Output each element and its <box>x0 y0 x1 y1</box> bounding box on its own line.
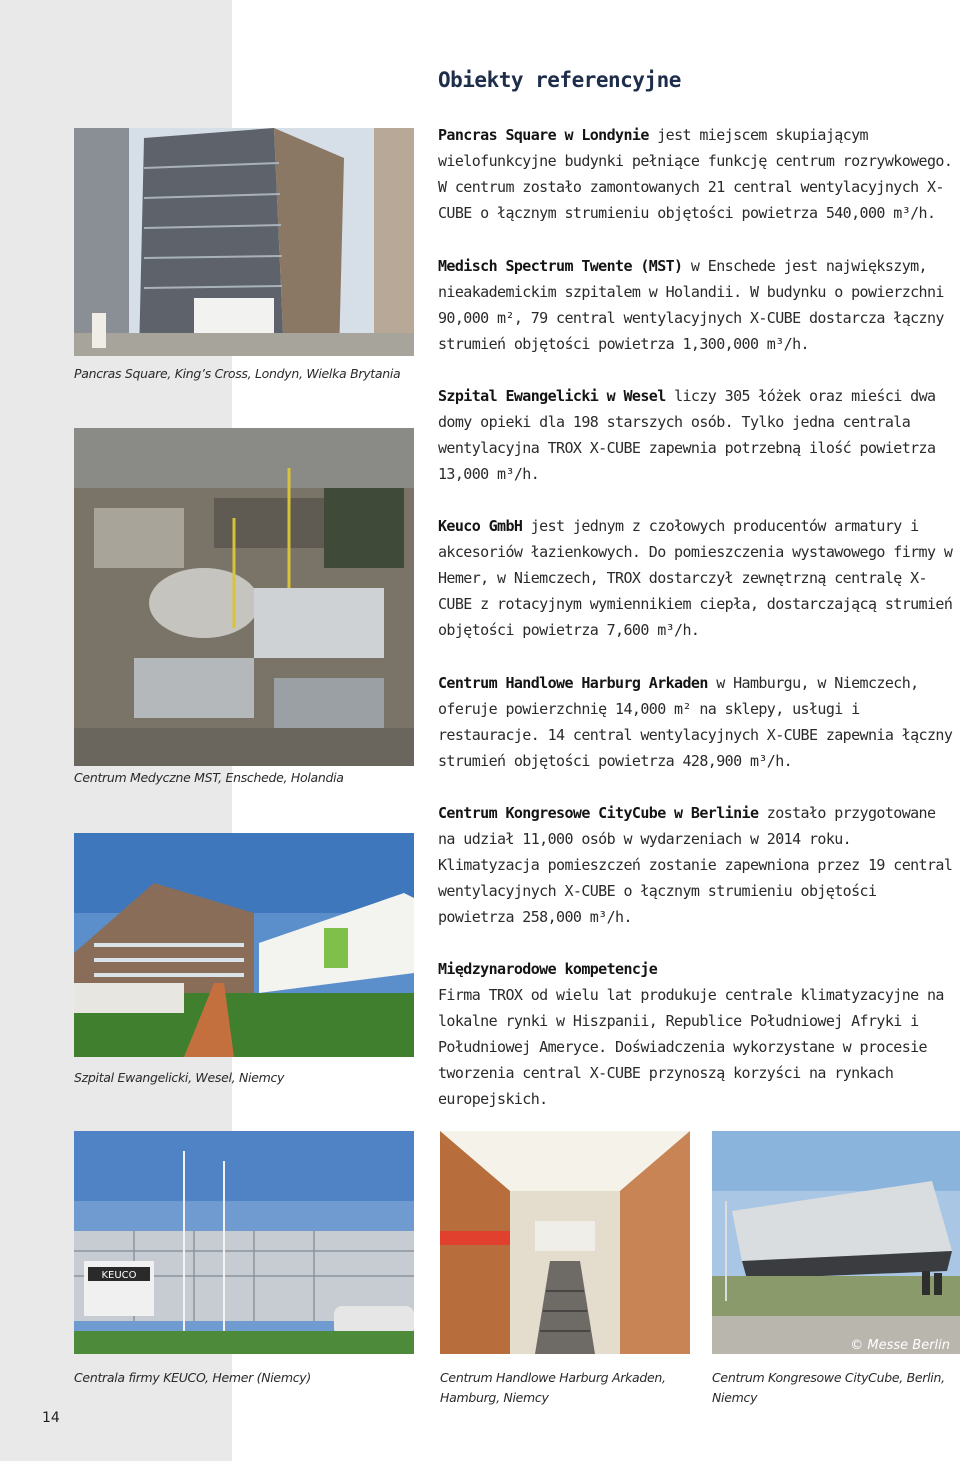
paragraph-harburg <box>438 670 958 774</box>
photo-pancras-square <box>74 128 414 356</box>
paragraph-wesel <box>438 383 958 487</box>
paragraph-text: jest jednym z czołowych producentów armatury i akcesoriów łazienkowych. Do pomieszczenia wystawowego firmy w Hemer, w Niemczech, TROX dostarczył zewnętrzną centralę X-CUBE z rotacyjnym wymiennikiem ciepła, dostarczającą strumień objętości powietrza 7,600 m³/h. <box>438 517 953 639</box>
photo-keuco <box>74 1131 414 1354</box>
paragraph-keuco <box>438 513 958 643</box>
paragraph-text: w Enschede jest największym, nieakademickim szpitalem w Holandii. W budynku o powierzchni 90,000 m², 79 central wentylacyjnych X-CUBE dostarcza łączny strumień objętości powietrza 1,300,000 m³/h. <box>438 257 944 353</box>
paragraph-heading: Szpital Ewangelicki w Wesel <box>438 387 666 405</box>
caption-citycube: Centrum Kongresowe CityCube, Berlin, Niemcy <box>712 1370 945 1405</box>
photo-wesel-hospital <box>74 833 414 1057</box>
paragraph-heading: Medisch Spectrum Twente (MST) <box>438 257 683 275</box>
paragraph-heading: Pancras Square w Londynie <box>438 126 649 144</box>
paragraph-text: w Hamburgu, w Niemczech, oferuje powierzchnię 14,000 m² na sklepy, usługi i restauracje. 14 central wentylacyjnych X-CUBE zapewnia łączny strumień objętości powietrza 428,900 m³/h. <box>438 674 953 770</box>
keuco-logo-sign: KEUCO <box>101 1270 137 1281</box>
photo-mst-aerial <box>74 428 414 766</box>
copyright-messe-berlin: © Messe Berlin <box>850 1338 950 1353</box>
page-title: Obiekty referencyjne <box>438 68 681 92</box>
paragraph-text: Firma TROX od wielu lat produkuje centrale klimatyzacyjne na lokalne rynki w Hiszpanii, Republice Południowej Afryki i Południowej Ameryce. Doświadczenia wykorzystane w procesie tworzenia central X-CUBE przynoszą korzyści na rynkach europejskich. <box>438 986 944 1108</box>
caption-wesel: Szpital Ewangelicki, Wesel, Niemcy <box>74 1070 285 1085</box>
caption-mst: Centrum Medyczne MST, Enschede, Holandia <box>74 770 344 785</box>
photo-citycube <box>712 1131 960 1354</box>
paragraph-international <box>438 956 958 1112</box>
caption-pancras: Pancras Square, King’s Cross, Londyn, Wielka Brytania <box>74 366 401 381</box>
caption-harburg: Centrum Handlowe Harburg Arkaden, Hamburg, Niemcy <box>440 1370 666 1405</box>
paragraph-text: jest miejscem skupiającym wielofunkcyjne budynki pełniące funkcję centrum rozrywkowego. W centrum zostało zamontowanych 21 central wentylacyjnych X-CUBE o łącznym strumieniu objętości powietrza 540,000 m³/h. <box>438 126 953 222</box>
page-number: 14 <box>42 1410 60 1426</box>
paragraph-pancras <box>438 122 958 226</box>
paragraph-heading: Centrum Handlowe Harburg Arkaden <box>438 674 708 692</box>
paragraph-heading: Keuco GmbH <box>438 517 523 535</box>
paragraph-heading: Centrum Kongresowe CityCube w Berlinie <box>438 804 759 822</box>
paragraph-text: liczy 305 łóżek oraz mieści dwa domy opieki dla 198 starszych osób. Tylko jedna centrala wentylacyjna TROX X-CUBE zapewnia potrzebną ilość powietrza 13,000 m³/h. <box>438 387 936 483</box>
paragraph-mst <box>438 253 958 357</box>
paragraph-citycube <box>438 800 958 930</box>
paragraph-text: zostało przygotowane na udział 11,000 osób w wydarzeniach w 2014 roku. Klimatyzacja pomieszczeń zostanie zapewniona przez 19 central wentylacyjnych X-CUBE o łącznym strumieniu objętości powietrza 258,000 m³/h. <box>438 804 953 926</box>
caption-keuco: Centrala firmy KEUCO, Hemer (Niemcy) <box>74 1370 311 1385</box>
paragraph-heading: Międzynarodowe kompetencje <box>438 960 658 978</box>
photo-harburg-arkaden <box>440 1131 690 1354</box>
